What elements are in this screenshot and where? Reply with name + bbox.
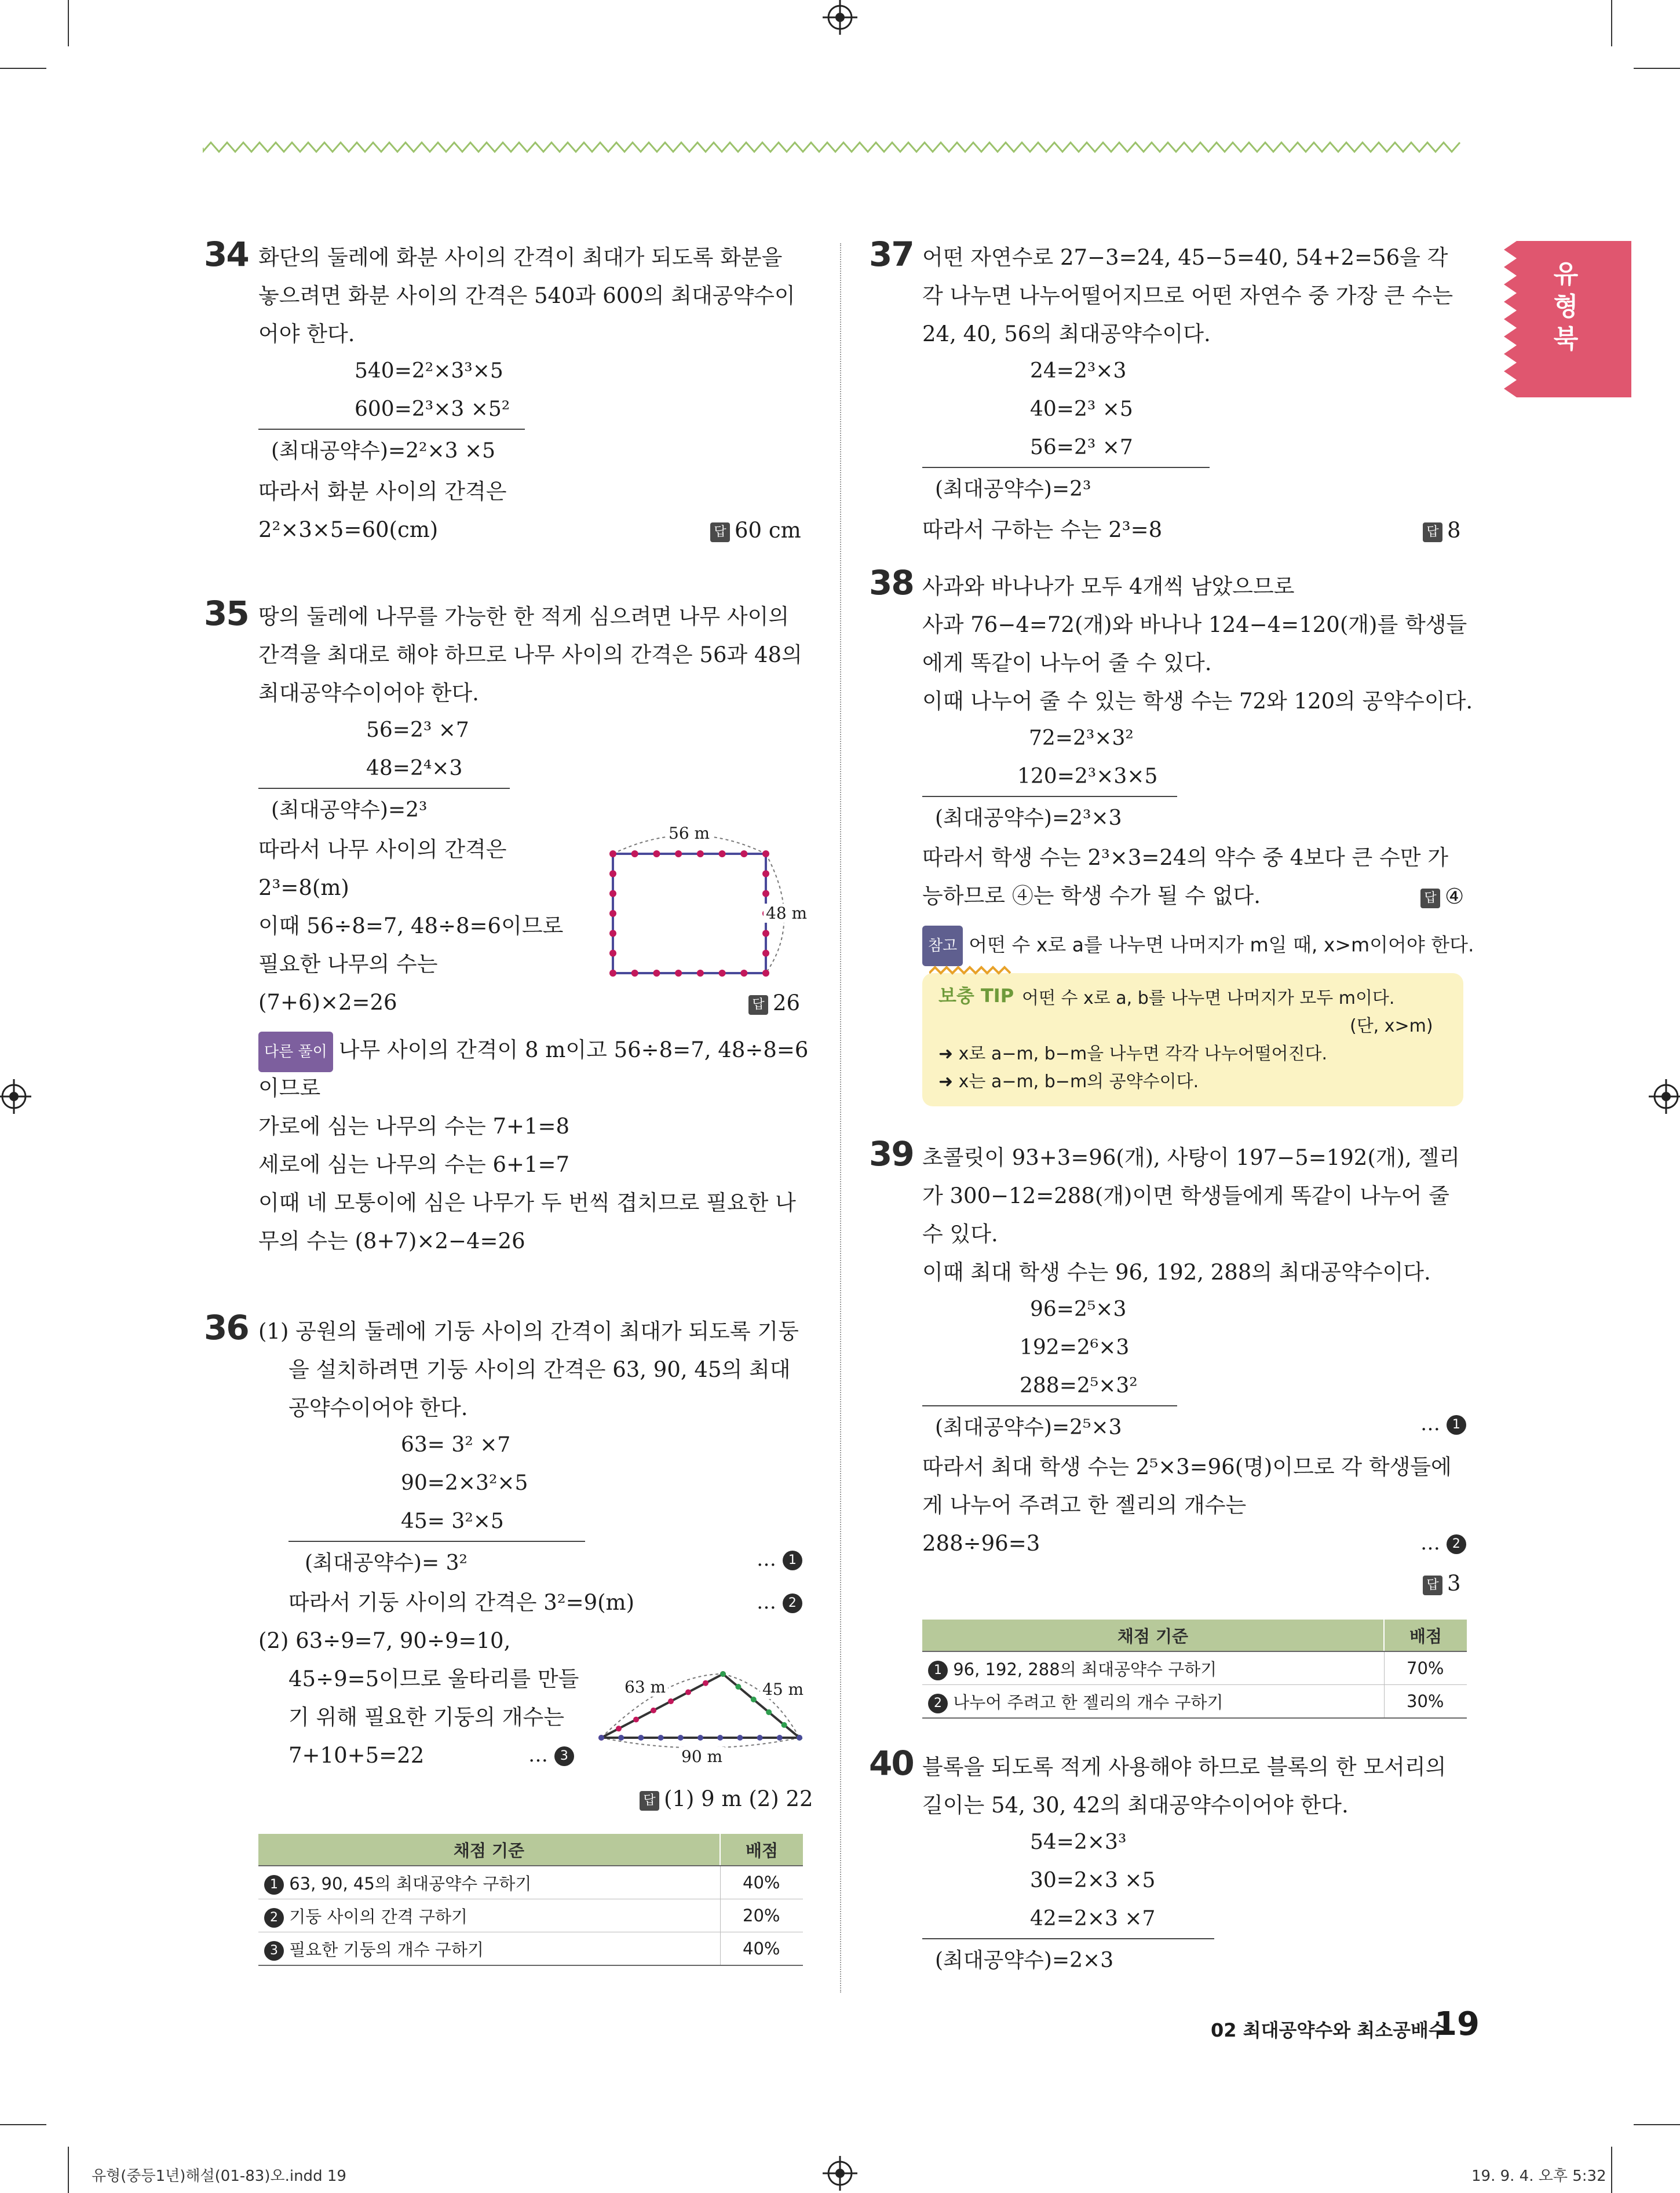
conclusion-line: 따라서 학생 수는 2³×3=24의 약수 중 4보다 큰 수만 가 — [922, 845, 1449, 870]
conclusion-line: 능하므로 ④는 학생 수가 될 수 없다. — [922, 883, 1261, 908]
solution-line: 사과 76−4=72(개)와 바나나 124−4=120(개)를 학생들 — [922, 612, 1467, 637]
factorization-line: 40=2³ ×5 — [1030, 397, 1133, 421]
step-2-icon: 2 — [264, 1908, 284, 1928]
table-header: 채점 기준 — [922, 1620, 1384, 1651]
solution-line: 공약수이어야 한다. — [288, 1395, 468, 1420]
table-row: 1 63, 90, 45의 최대공약수 구하기 40% — [258, 1866, 803, 1899]
answer: 답 3 — [1423, 1571, 1461, 1596]
note-line: 참고 어떤 수 x로 a를 나누면 나머지가 m일 때, x>m이어야 한다. — [922, 926, 1474, 966]
table-header: 배점 — [1384, 1620, 1467, 1651]
solution-line: 24, 40, 56의 최대공약수이다. — [922, 321, 1211, 346]
post-dot — [735, 1684, 741, 1690]
conclusion-line: (7+6)×2=26 — [258, 990, 397, 1015]
divider-rule — [922, 796, 1177, 797]
answer: 답 (1) 9 m (2) 22 — [640, 1786, 813, 1811]
tree-dot — [719, 850, 726, 857]
tip-line: (단, x>m) — [1350, 1016, 1433, 1036]
tree-dot — [762, 890, 769, 897]
step-marker: … 2 — [1420, 1532, 1466, 1555]
conclusion-line: 이때 56÷8=7, 48÷8=6이므로 — [258, 913, 564, 938]
solution-line: 길이는 54, 30, 42의 최대공약수이어야 한다. — [922, 1793, 1349, 1818]
table-row: 2 나누어 주려고 한 젤리의 개수 구하기 30% — [922, 1685, 1467, 1719]
factorization-line: 30=2×3 ×5 — [1030, 1869, 1156, 1892]
chapter-title: 02 최대공약수와 최소공배수 — [1211, 2019, 1447, 2041]
step-3-icon: 3 — [554, 1746, 574, 1766]
step-marker: … 1 — [1420, 1412, 1466, 1435]
solution-line: 초콜릿이 93+3=96(개), 사탕이 197−5=192(개), 젤리 — [922, 1145, 1460, 1170]
table-header: 배점 — [720, 1834, 803, 1866]
post-dot — [720, 1671, 726, 1677]
answer-icon: 답 — [1423, 522, 1442, 542]
alt-solution-line: 가로에 심는 나무의 수는 7+1=8 — [258, 1114, 570, 1139]
problem-number: 35 — [204, 594, 249, 633]
post-dot — [638, 1735, 644, 1741]
post-dot — [651, 1708, 656, 1713]
factorization-line: 54=2×3³ — [1030, 1830, 1127, 1854]
tree-dot — [609, 970, 616, 977]
tree-dot — [697, 850, 704, 857]
conclusion-line: 2³=8(m) — [258, 875, 349, 900]
solution-line: 45÷9=5이므로 울타리를 만들 — [288, 1666, 579, 1691]
step-marker: … 2 — [757, 1591, 802, 1614]
post-dot — [797, 1735, 802, 1741]
tree-dots — [609, 850, 769, 977]
grading-table — [922, 1620, 1467, 1719]
tree-dot — [762, 970, 769, 977]
solution-line: 화단의 둘레에 화분 사이의 간격이 최대가 되도록 화분을 — [258, 245, 783, 270]
post-dot — [685, 1689, 691, 1695]
divider-rule — [258, 429, 525, 430]
factorization-line: 540=2²×3³×5 — [355, 359, 503, 383]
answer: 답 60 cm — [710, 518, 801, 543]
solution-line: 이때 나누어 줄 수 있는 학생 수는 72와 120의 공약수이다. — [922, 689, 1473, 714]
tree-dot — [675, 850, 682, 857]
solution-line: 7+10+5=22 — [288, 1743, 425, 1768]
solution-line: (1) 공원의 둘레에 기둥 사이의 간격이 최대가 되도록 기둥 — [258, 1319, 799, 1344]
conclusion-line: 따라서 최대 학생 수는 2⁵×3=96(명)이므로 각 학생들에 — [922, 1454, 1452, 1479]
step-1-icon: 1 — [264, 1875, 284, 1895]
factorization-line: 56=2³ ×7 — [366, 718, 469, 742]
solution-line: 을 설치하려면 기둥 사이의 간격은 63, 90, 45의 최대 — [288, 1357, 791, 1382]
solution-line: 어떤 자연수로 27−3=24, 45−5=40, 54+2=56을 각 — [922, 245, 1448, 270]
header-wave — [203, 139, 1466, 156]
answer-icon: 답 — [710, 522, 730, 542]
problem-number: 38 — [869, 563, 914, 602]
solution-line: 수 있다. — [922, 1222, 998, 1247]
table-row: 1 96, 192, 288의 최대공약수 구하기 70% — [922, 1651, 1467, 1685]
step-2-icon: 2 — [783, 1593, 802, 1613]
conclusion-line: 게 나누어 주려고 한 젤리의 개수는 — [922, 1493, 1247, 1518]
problem-number: 40 — [869, 1744, 914, 1783]
step-marker: … 3 — [528, 1744, 574, 1767]
solution-line: 사과와 바나나가 모두 4개씩 남았으므로 — [922, 574, 1295, 599]
tree-dot — [762, 950, 769, 957]
gcd-result: (최대공약수)=2³ — [271, 798, 428, 822]
tree-dot — [609, 890, 616, 897]
answer-icon: 답 — [748, 995, 768, 1015]
post-dot — [668, 1698, 674, 1704]
step-2-icon: 2 — [928, 1694, 948, 1713]
solution-line: 블록을 되도록 적게 사용해야 하므로 블록의 한 모서리의 — [922, 1755, 1447, 1779]
tree-dot — [631, 850, 638, 857]
tree-dot — [762, 850, 769, 857]
factorization-line: 90=2×3²×5 — [401, 1471, 528, 1495]
factorization-line: 45= 3²×5 — [401, 1509, 504, 1533]
tree-dot — [609, 930, 616, 937]
tip-line: ➜ x로 a−m, b−m을 나누면 각각 나누어떨어진다. — [938, 1044, 1328, 1064]
divider-rule — [258, 788, 510, 789]
solution-line: 각 나누면 나누어떨어지므로 어떤 자연수 중 가장 큰 수는 — [922, 283, 1453, 308]
tree-dot — [609, 850, 616, 857]
gcd-result: (최대공약수)=2³ — [935, 477, 1091, 501]
alt-solution-line: 이므로 — [258, 1076, 321, 1101]
solution-line: 최대공약수이어야 한다. — [258, 681, 479, 706]
post-dot — [616, 1726, 622, 1731]
post-dot — [777, 1735, 783, 1741]
answer-icon: 답 — [1423, 1576, 1442, 1595]
side-tab[interactable] — [1504, 241, 1631, 397]
solution-line: 에게 똑같이 나누어 줄 수 있다. — [922, 650, 1212, 675]
post-dot — [703, 1680, 708, 1686]
problem-number: 39 — [869, 1134, 914, 1174]
gcd-result: (최대공약수)= 3² — [305, 1551, 468, 1575]
answer-icon: 답 — [1420, 889, 1440, 908]
post-dot — [633, 1717, 639, 1723]
step-1-icon: 1 — [928, 1661, 948, 1680]
answer-icon: 답 — [640, 1791, 659, 1811]
tree-dot — [653, 850, 660, 857]
page-number: 19 — [1434, 2005, 1480, 2043]
column-divider — [840, 243, 841, 1993]
factorization-line: 72=2³×3² — [1029, 726, 1134, 750]
table-header: 채점 기준 — [258, 1834, 720, 1866]
tip-line: ➜ x는 a−m, b−m의 공약수이다. — [938, 1072, 1199, 1092]
solution-line: 따라서 기둥 사이의 간격은 3²=9(m) — [288, 1590, 635, 1615]
note-tag: 참고 — [922, 926, 963, 966]
gcd-result: (최대공약수)=2²×3 ×5 — [271, 439, 496, 463]
solution-line: 기 위해 필요한 기둥의 개수는 — [288, 1705, 564, 1730]
tree-dot — [740, 970, 747, 977]
solution-line: 가 300−12=288(개)이면 학생들에게 똑같이 나누어 줄 — [922, 1183, 1449, 1208]
conclusion-line: 288÷96=3 — [922, 1531, 1040, 1556]
factorization-line: 120=2³×3×5 — [1017, 765, 1158, 788]
solution-line: 이때 최대 학생 수는 96, 192, 288의 최대공약수이다. — [922, 1260, 1431, 1285]
tree-dot — [740, 850, 747, 857]
post-dot — [751, 1697, 757, 1702]
factorization-line: 600=2³×3 ×5² — [355, 397, 510, 421]
solution-line: 어야 한다. — [258, 321, 355, 346]
tree-dot — [719, 970, 726, 977]
problem-number: 36 — [204, 1308, 249, 1347]
divider-rule — [922, 467, 1210, 468]
post-dot — [598, 1735, 604, 1741]
conclusion-line: 필요한 나무의 수는 — [258, 952, 438, 977]
divider-rule — [288, 1541, 585, 1542]
answer: 답 8 — [1423, 518, 1461, 543]
tree-dot — [609, 950, 616, 957]
figure-label: 56 m — [666, 824, 712, 843]
gcd-result: (최대공약수)=2³×3 — [935, 806, 1122, 830]
post-dot — [697, 1735, 703, 1741]
factorization-line: 63= 3² ×7 — [401, 1433, 511, 1457]
divider-rule — [922, 1938, 1214, 1939]
step-2-icon: 2 — [1447, 1534, 1466, 1554]
alt-solution-line: 세로에 심는 나무의 수는 6+1=7 — [258, 1152, 570, 1177]
factorization-line: 24=2³×3 — [1030, 359, 1127, 383]
side-tab-label: 유형북 — [1553, 259, 1579, 354]
figure-label: 45 m — [760, 1680, 806, 1699]
tree-dot — [609, 910, 616, 917]
conclusion-line: 따라서 화분 사이의 간격은 — [258, 479, 507, 504]
post-dot — [658, 1735, 664, 1741]
tip-line: 어떤 수 x로 a, b를 나누면 나머지가 모두 m이다. — [1022, 988, 1395, 1008]
file-info: 유형(중등1년)해설(01-83)오.indd 19 — [92, 2168, 346, 2185]
post-dot — [618, 1735, 624, 1741]
tree-dot — [653, 970, 660, 977]
solution-line: (2) 63÷9=7, 90÷9=10, — [258, 1628, 511, 1653]
tree-dot — [762, 930, 769, 937]
solution-line: 간격을 최대로 해야 하므로 나무 사이의 간격은 56과 48의 — [258, 642, 802, 667]
solution-line: 놓으려면 화분 사이의 간격은 540과 600의 최대공약수이 — [258, 283, 795, 308]
print-timestamp: 19. 9. 4. 오후 5:32 — [1471, 2168, 1606, 2185]
factorization-line: 42=2×3 ×7 — [1030, 1907, 1156, 1931]
conclusion-line: 따라서 나무 사이의 간격은 — [258, 837, 507, 862]
step-marker: … 1 — [757, 1548, 802, 1571]
conclusion-line: 2²×3×5=60(cm) — [258, 517, 439, 542]
figure-label: 90 m — [679, 1747, 725, 1766]
step-1-icon: 1 — [1447, 1415, 1466, 1435]
grading-table — [258, 1834, 803, 1966]
post-dot — [757, 1735, 763, 1741]
figure-label: 63 m — [622, 1677, 668, 1697]
post-dot — [737, 1735, 743, 1741]
tree-dot — [631, 970, 638, 977]
tree-dot — [697, 970, 704, 977]
tree-dot — [609, 870, 616, 877]
step-1-icon: 1 — [783, 1551, 802, 1570]
answer: 답 ④ — [1420, 884, 1464, 909]
post-dot — [781, 1722, 787, 1728]
post-dot — [766, 1709, 772, 1715]
tip-wave — [929, 964, 1016, 978]
gcd-result: (최대공약수)=2×3 — [935, 1949, 1114, 1972]
gcd-result: (최대공약수)=2⁵×3 — [935, 1416, 1122, 1439]
alt-solution-line: 무의 수는 (8+7)×2−4=26 — [258, 1229, 525, 1253]
tree-dot — [675, 970, 682, 977]
alt-solution-line: 다른 풀이 나무 사이의 간격이 8 m이고 56÷8=7, 48÷8=6 — [258, 1031, 808, 1072]
factorization-line: 56=2³ ×7 — [1030, 436, 1133, 459]
problem-number: 34 — [204, 235, 249, 274]
conclusion-line: 따라서 구하는 수는 2³=8 — [922, 517, 1163, 542]
figure-label: 48 m — [764, 904, 809, 923]
post-dot — [678, 1735, 684, 1741]
solution-line: 땅의 둘레에 나무를 가능한 한 적게 심으려면 나무 사이의 — [258, 604, 790, 629]
factorization-line: 192=2⁶×3 — [1020, 1336, 1130, 1359]
post-dot — [717, 1735, 723, 1741]
tip-title: 보충 TIP — [938, 985, 1014, 1007]
answer: 답 26 — [748, 990, 800, 1015]
alt-solution-tag: 다른 풀이 — [258, 1032, 333, 1072]
divider-rule — [922, 1405, 1177, 1406]
step-3-icon: 3 — [264, 1941, 284, 1961]
table-row: 3 필요한 기둥의 개수 구하기 40% — [258, 1932, 803, 1966]
factorization-line: 288=2⁵×3² — [1020, 1374, 1138, 1398]
problem-number: 37 — [869, 235, 914, 274]
alt-solution-line: 이때 네 모퉁이에 심은 나무가 두 번씩 겹치므로 필요한 나 — [258, 1190, 796, 1215]
factorization-line: 48=2⁴×3 — [366, 756, 463, 780]
tree-dot — [762, 870, 769, 877]
table-row: 2 기둥 사이의 간격 구하기 20% — [258, 1899, 803, 1932]
factorization-line: 96=2⁵×3 — [1030, 1297, 1127, 1321]
